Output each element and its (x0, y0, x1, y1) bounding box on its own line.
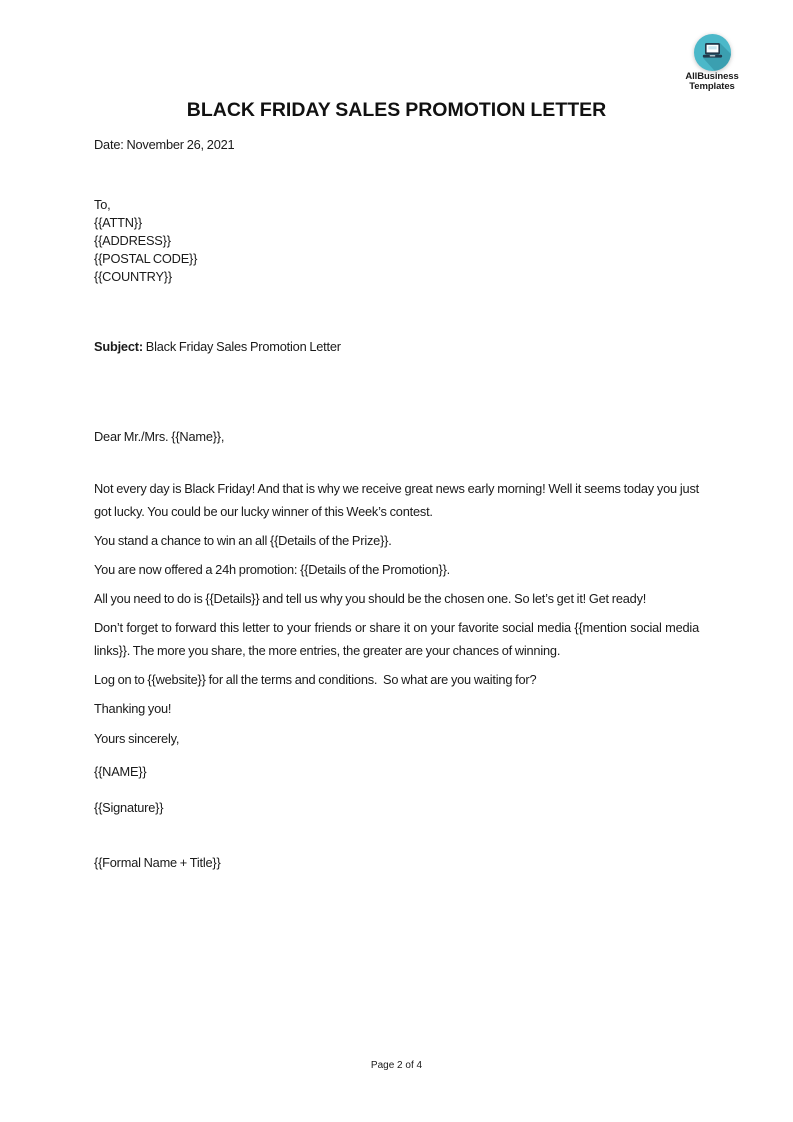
subject-line (94, 338, 699, 356)
letter-paragraph: Log on to {{website}} for all the terms and conditions. So what are you waiting for? (94, 672, 537, 687)
page-number: Page 2 of 4 (370, 1060, 423, 1071)
closing-line: Yours sincerely, (94, 731, 180, 746)
letter-body (94, 477, 702, 691)
letter-paragraph: You stand a chance to win an all {{Details of the Prize}}. (94, 533, 392, 548)
signature-placeholder: {{Signature}} (94, 800, 164, 815)
recipient-line: {{ATTN}} (94, 215, 142, 230)
brand-name (682, 72, 742, 92)
letter-paragraph: Don’t forget to forward this letter to your friends or share it on your favorite social media {{mention social media links}}. The more you share, the more entries, the greater are your chances of winning. (94, 620, 702, 658)
letter-paragraph: You are now offered a 24h promotion: {{Details of the Promotion}}. (94, 562, 451, 577)
brand-name-line2: Templates (689, 81, 735, 92)
recipient-line: {{POSTAL CODE}} (94, 251, 198, 266)
letter-paragraph: All you need to do is {{Details}} and tell us why you should be the chosen one. So let’s get it! Get ready! (94, 591, 647, 606)
laptop-icon (694, 34, 731, 71)
date-line: Date: November 26, 2021 (94, 137, 235, 152)
signature-name: {{NAME}} (94, 764, 147, 779)
brand-name-line1: AllBusiness (685, 71, 739, 82)
page-title: BLACK FRIDAY SALES PROMOTION LETTER (186, 99, 607, 121)
closing-line: Thanking you! (94, 701, 172, 716)
closing-block (94, 697, 699, 750)
recipient-block (94, 196, 699, 286)
letter-paragraph: Not every day is Black Friday! And that is why we receive great news early morning! Well it seems today you just got lucky. You could be our lucky winner of this Week’s contest. (94, 481, 702, 519)
recipient-intro: To, (94, 197, 111, 212)
letter-content (0, 99, 793, 874)
subject-label: Subject: (94, 339, 143, 354)
signature-title: {{Formal Name + Title}} (94, 855, 221, 870)
recipient-line: {{COUNTRY}} (94, 269, 172, 284)
page-footer (0, 1060, 793, 1072)
recipient-line: {{ADDRESS}} (94, 233, 171, 248)
greeting: Dear Mr./Mrs. {{Name}}, (94, 429, 225, 444)
subject-text: Black Friday Sales Promotion Letter (142, 339, 341, 354)
brand-logo (682, 34, 742, 92)
